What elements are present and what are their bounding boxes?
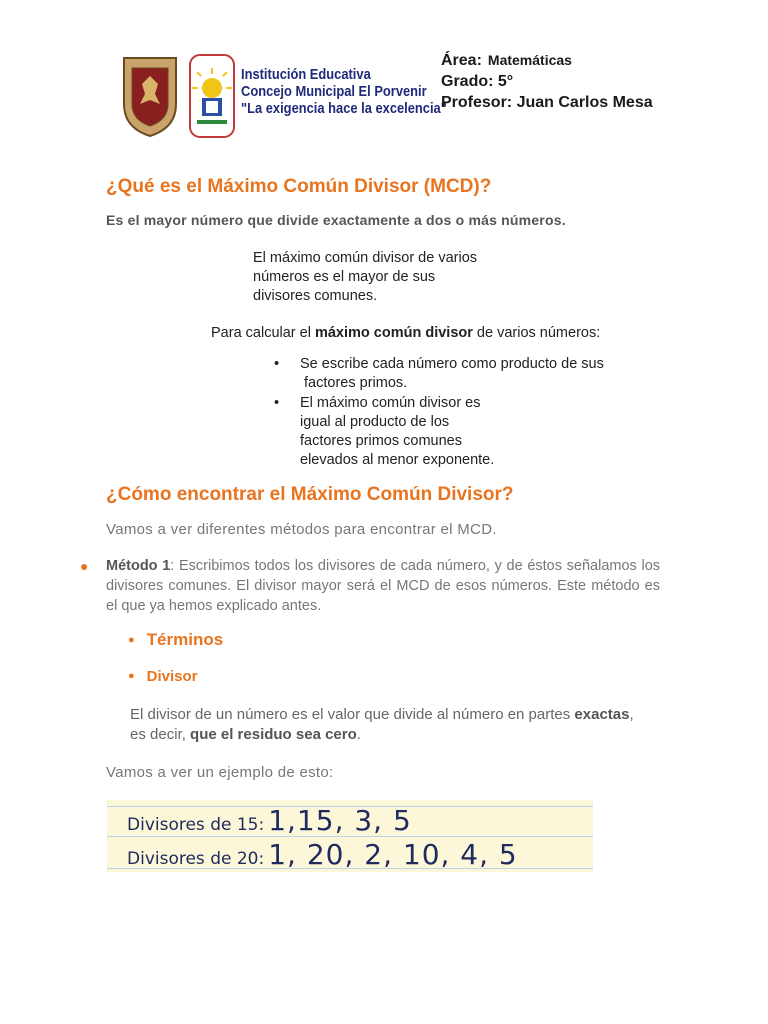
calc-steps-list [274,355,604,471]
handwritten-example [107,800,593,872]
list-item [274,394,604,470]
profesor-label: Profesor: Juan Carlos Mesa [441,94,653,111]
desc-pre: El divisor de un número es el valor que divide al número en partes [130,706,575,723]
institution-line1: Institución Educativa [241,66,371,83]
section2-intro: Vamos a ver diferentes métodos para encontrar el MCD. [106,521,497,538]
bullet-icon: • [274,395,280,411]
institution-line2: Concejo Municipal El Porvenir [241,83,427,100]
metodo-1-paragraph [80,556,660,616]
definition-block [253,249,477,306]
bullet-icon: ● [128,670,135,682]
terminos-heading [128,630,223,650]
coat-of-arms-icon [120,54,180,138]
area-label: Área: [441,52,482,69]
definition-line: números es el mayor de sus [253,269,436,285]
row-values: 1,15, 3, 5 [268,804,412,837]
calc-pre: Para calcular el [211,325,315,341]
section2-title: ¿Cómo encontrar el Máximo Común Divisor? [106,484,514,505]
institution-motto: "La exigencia hace la excelencia" [241,100,447,117]
list-item-line: igual al producto de los [300,414,450,430]
calc-bold: máximo común divisor [314,325,473,341]
desc-mid: , es decir, [130,706,634,743]
grado-label: Grado: 5° [441,73,514,90]
list-item-line: factores primos comunes [300,433,462,449]
desc-bold-1: exactas [574,706,630,723]
bullet-icon: • [274,356,280,372]
desc-bold-2: que el residuo sea cero [190,726,357,743]
bullet-icon: ● [128,634,135,646]
list-item-line: factores primos. [300,375,408,391]
list-item-line: Se escribe cada número como producto de sus [300,356,604,372]
calc-post: de varios números: [472,325,601,341]
list-item [274,355,604,393]
definition-line: divisores comunes. [253,288,378,304]
row-label: Divisores de 15: [127,815,265,835]
definition-line: El máximo común divisor de varios [253,250,478,266]
area-value: Matemáticas [487,52,572,68]
divisor-description [130,705,650,745]
example-intro: Vamos a ver un ejemplo de esto: [106,764,334,781]
row-values: 1, 20, 2, 10, 4, 5 [268,838,518,871]
metodo-text: : Escribimos todos los divisores de cada número, y de éstos señalamos los divisores comunes. El divisor mayor será el MCD de esos números. Este método es el que ya hemos explicado antes. [106,558,661,614]
row-label: Divisores de 20: [127,849,265,869]
course-meta [441,50,653,113]
handwritten-row-15 [127,804,412,837]
institution-name [241,66,447,117]
divisor-label: Divisor [146,668,198,685]
terminos-label: Términos [146,630,224,649]
handwritten-row-20 [127,838,518,871]
section1-subtitle: Es el mayor número que divide exactamente a dos o más números. [106,212,566,228]
list-item-line: elevados al menor exponente. [300,452,495,468]
school-emblem-icon [189,54,235,138]
divisor-heading [128,668,198,685]
list-item-line: El máximo común divisor es [300,395,481,411]
section1-title: ¿Qué es el Máximo Común Divisor (MCD)? [106,176,492,197]
desc-post: . [356,726,361,743]
metodo-label: Método 1 [106,558,171,574]
bullet-icon: ● [80,558,89,574]
calc-intro [211,325,600,341]
